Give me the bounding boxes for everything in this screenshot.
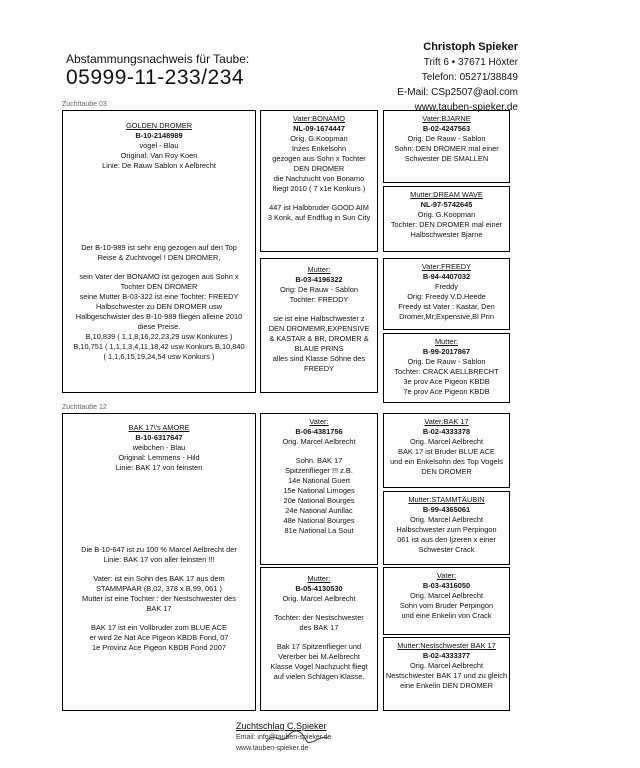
box-line (63, 614, 255, 623)
box-line (63, 509, 255, 518)
box-title: BAK 17\'s AMORE (128, 423, 190, 432)
box-line (261, 633, 377, 642)
mother-mother-box (383, 333, 510, 403)
box-line: des BAK 17 (299, 623, 339, 632)
father-father-box (383, 110, 510, 183)
box-line: alles sind Klasse Söhne des (272, 354, 366, 363)
box-line: er wird 2e Nat Ace Pigeon KBDB Fond, 07 (89, 633, 229, 642)
box-line: Der B-10-989 ist sehr eng gezogen auf den Top (81, 243, 237, 252)
box-line: DEN DROMER (293, 164, 345, 173)
box-line: ( 1,1,6,15,19,24,54 usw Konkurs ) (103, 352, 215, 361)
father-box (260, 413, 378, 565)
box-line: Orig. Marcel Aelbrecht (282, 437, 356, 446)
box-line: Orig. De Rauw - Sablon (407, 134, 486, 143)
box-line: Orig. G.Koopman (290, 134, 348, 143)
box-line: Tochter DEN DROMER (120, 282, 198, 291)
box-line: Sohn: DEN DROMER mal einer (394, 144, 499, 153)
box-line: und ein Enkelsohn des Top Vogels (390, 457, 503, 466)
father-mother-box (383, 186, 510, 252)
ring-id: B-94-4407032 (422, 272, 471, 281)
box-line: Vererber bei M.Aelbrecht (278, 652, 360, 661)
box-line: B,10,839 ( 1,1,8,16,22,23,29 usw Konkures ) (85, 332, 233, 341)
box-line: 20e National Bourges (283, 496, 355, 505)
box-line: Orig. De Rauw - Sablon (407, 357, 486, 366)
breeder-web: www.tauben-spieker.de (414, 102, 518, 113)
box-line: Orig. Marcel Aelbrecht (282, 594, 356, 603)
ring-id: B-02-4333377 (422, 651, 471, 660)
bird-box (62, 110, 256, 393)
box-line (63, 518, 255, 527)
box-line: Bak 17 Spitzenflieger und (276, 642, 362, 651)
breeder-email: E-Mail: CSp2507@aol.com (397, 87, 518, 98)
box-line: Schwester DE SMALLEN (404, 154, 489, 163)
box-line (63, 207, 255, 216)
box-title: Vater:BAK 17 (424, 417, 469, 426)
box-line (63, 198, 255, 207)
box-line: FREEDY (304, 364, 334, 373)
box-line: Freddy (434, 282, 458, 291)
box-title: Vater: (309, 417, 329, 426)
box-line (63, 171, 255, 180)
box-line: Die B-10-647 ist zu 100 % Marcel Aelbrecht der (81, 545, 237, 554)
box-line (63, 216, 255, 225)
box-line: 3e prov Ace Pigeon KBDB (403, 377, 490, 386)
box-line: diese Preise. (137, 322, 181, 331)
ring-id: B-05-4130530 (295, 584, 343, 593)
box-line (63, 189, 255, 198)
box-line: Tochter: FREDDY (289, 295, 349, 304)
father-father-box (383, 413, 510, 488)
box-line: Original: Van Roy Koen (120, 151, 198, 160)
box-line: Orig. Marcel Aelbrecht (409, 591, 484, 600)
box-line: 7e prov Ace Pigeon KBDB (403, 387, 490, 396)
box-line: BAK 17 ist ein Vollbruder zum BLUE ACE (91, 623, 227, 632)
breeder-name: Christoph Spieker (423, 41, 518, 53)
breeder-street: Trift 6 • 37671 Höxter (423, 57, 518, 68)
box-line (63, 234, 255, 243)
box-line: Orig. Marcel Aelbrecht (409, 661, 484, 670)
box-line (63, 527, 255, 536)
box-line (63, 565, 255, 574)
box-line: Orig. Marcel Aelbrecht (409, 515, 484, 524)
box-line (63, 500, 255, 509)
box-line: Halbschwester zu DEN DROMER usw (95, 302, 223, 311)
box-line (261, 305, 377, 314)
box-line: Halbgeschwister des B-10-989 fliegen alleine 2010 (75, 312, 243, 321)
box-line: 24e National Aurillac (285, 506, 353, 515)
mother-father-box (383, 567, 510, 635)
box-line (63, 482, 255, 491)
box-line (261, 194, 377, 203)
box-line: Halbschwester Bjarne (410, 230, 483, 239)
box-title: Vater:FREEDY (421, 262, 472, 271)
footer-stamp: Zuchtschlag C.Spieker (236, 721, 327, 731)
box-line: Klasse Vogel Nachzucht fliegt (270, 662, 368, 671)
box-line: Orig. G.Koopman (417, 210, 476, 219)
box-line: Nestschwester BAK 17 und zu gleich (385, 671, 508, 680)
box-line: weibchen - Blau (132, 443, 186, 452)
box-line (261, 604, 377, 613)
mother-box (260, 567, 378, 711)
box-line: Linie: BAK 17 von feinsten (115, 463, 203, 472)
signature-icon (262, 726, 332, 748)
mother-mother-box (383, 637, 510, 711)
bird-box (62, 413, 256, 711)
box-line: Reise & Zuchtvogel ! DEN DROMER, (97, 253, 221, 262)
box-line: & KASTAR & BR, DROMER & (269, 334, 369, 343)
box-line: Orig: De Rauw - Sablon (279, 285, 359, 294)
box-line: auf vielen Schlägen Klasse. (273, 672, 365, 681)
box-line: Sohn vom Bruder Perpingon (399, 601, 494, 610)
breeder-address (397, 40, 518, 115)
box-title: Mutter: (435, 337, 458, 346)
box-line: 48e National Bourges (283, 516, 355, 525)
box-line: Tochter: der Nestschwester (274, 613, 364, 622)
box-line (63, 473, 255, 482)
box-line: B,10,751 ( 1,1,1,3,4,11,18,42 usw Konkurs B,10,840 (73, 342, 245, 351)
box-line (63, 263, 255, 272)
section-label: Zuchttaube 03 (62, 101, 107, 108)
ring-id: NL-09-1674447 (293, 124, 345, 133)
box-line: Orig. Marcel Aelbrecht (409, 437, 484, 446)
ring-id: B-99-4365061 (422, 505, 471, 514)
section-label: Zuchttaube 12 (62, 404, 107, 411)
box-line: Sohn. BAK 17 (295, 456, 343, 465)
box-line (261, 447, 377, 456)
box-title: Mutter:STAMMTÄUBIN (408, 495, 485, 504)
ring-number: 05999-11-233/234 (66, 66, 245, 89)
box-line: gezogen aus Sohn x Tochter (272, 154, 366, 163)
box-line: 81e National La Sout (284, 526, 354, 535)
ring-id: B-02-4333378 (422, 427, 471, 436)
box-line: die Nachzucht von Bonamo (273, 174, 365, 183)
footer-web: www.tauben-spieker.de (236, 745, 309, 752)
father-mother-box (383, 491, 510, 565)
ring-id: NL-97-5742645 (420, 200, 473, 209)
breeder-phone: Telefon: 05271/38849 (421, 72, 518, 83)
box-line: seine Mutter B-03-322 ist eine Tochter: FREEDY (79, 292, 239, 301)
ring-id: B-99-2017867 (422, 347, 471, 356)
box-line: Vater: ist ein Sohn des BAK 17 aus dem (93, 574, 225, 583)
pedigree-label: Abstammungsnachweis für Taube: (66, 52, 250, 66)
box-line (63, 180, 255, 189)
footer-email: Email: info@tauben-spieker.de (236, 734, 332, 741)
box-line: Spitzenflieger !!! z.B. (285, 466, 353, 475)
box-line: Orig: Freedy V.D.Heede (407, 292, 486, 301)
box-line: 15e National Limoges (283, 486, 355, 495)
box-line: 1e Provinz Ace Pigeon KBDB Fond 2007 (92, 643, 226, 652)
box-title: Vater:BJARNE (422, 114, 471, 123)
box-line: Tochter: CRACK AELLBRECHT (394, 367, 499, 376)
mother-father-box (383, 258, 510, 330)
box-line: sein Vater der BONAMO ist gezogen aus Sohn x (79, 272, 239, 281)
box-line: Dromer,Mr;Expensive,Bl Prin (399, 312, 494, 321)
box-line: 447 ist Halbbruder GOOD AIM (269, 203, 369, 212)
box-line: Tochter: DEN DROMER mal einer (390, 220, 503, 229)
box-line: STAMMPAAR (B,02, 378 x B,99, 061 ) (96, 584, 222, 593)
box-title: Mutter: (307, 574, 331, 583)
box-line: BLAUE PRINS (294, 344, 344, 353)
box-line: Inzes Enkelsohn (291, 144, 347, 153)
box-line: DEN DROMEMR,EXPENSIVE (268, 324, 370, 333)
ring-id: B-03-4196322 (295, 275, 343, 284)
box-line: DEN DROMER (421, 467, 472, 476)
box-line: und eine Enkelin von Crack (401, 611, 492, 620)
father-box (260, 110, 378, 252)
box-line: 14e National Guert (287, 476, 351, 485)
box-line: sie ist eine Halbschwester z (273, 314, 365, 323)
box-line: Linie: BAK 17 von aller feinsten !!! (103, 555, 215, 564)
ring-id: B-06-4381756 (295, 427, 343, 436)
box-line: Schwester Crack (418, 545, 475, 554)
box-line: vogel - Blau (139, 141, 179, 150)
box-line: BAK 17 (146, 604, 172, 613)
box-title: Mutter:DREAM WAVE (410, 190, 483, 199)
box-line: fliegt 2010 ( 7 x1e Konkurs ) (272, 184, 366, 193)
box-line (63, 225, 255, 234)
box-title: Mutter: (307, 265, 331, 274)
box-line: BAK 17 ist Bruder BLUE ACE (398, 447, 495, 456)
box-title: Mutter:Nestschwester BAK 17 (397, 641, 496, 650)
box-title: Vater:BONAMO (292, 114, 346, 123)
box-line: Halbschwester zum Perpingon (396, 525, 497, 534)
mother-box (260, 258, 378, 393)
box-title: GOLDEN DROMER (125, 121, 193, 130)
box-line: eine Enkelin DEN DROMER (400, 681, 493, 690)
box-line: Original: Lemmens - Hild (118, 453, 200, 462)
box-line: Freedy ist Vater : Kastar, Den (398, 302, 495, 311)
ring-id: B-10-6317647 (135, 433, 183, 442)
box-line: Mutter ist eine Tochter : der Nestschwester des (82, 594, 236, 603)
ring-id: B-03-4316050 (422, 581, 471, 590)
ring-id: B-02-4247563 (422, 124, 471, 133)
ring-id: B-10-2148989 (135, 131, 183, 140)
box-line: 061 ist aus den Ijzeren x einer (397, 535, 496, 544)
box-line: 3 Konk, auf Endflug in Sun City (267, 213, 371, 222)
box-title: Vater: (436, 571, 457, 580)
box-line (63, 536, 255, 545)
box-line (63, 491, 255, 500)
box-line: Linie: De Rauw Sablon x Aelbrecht (102, 161, 216, 170)
